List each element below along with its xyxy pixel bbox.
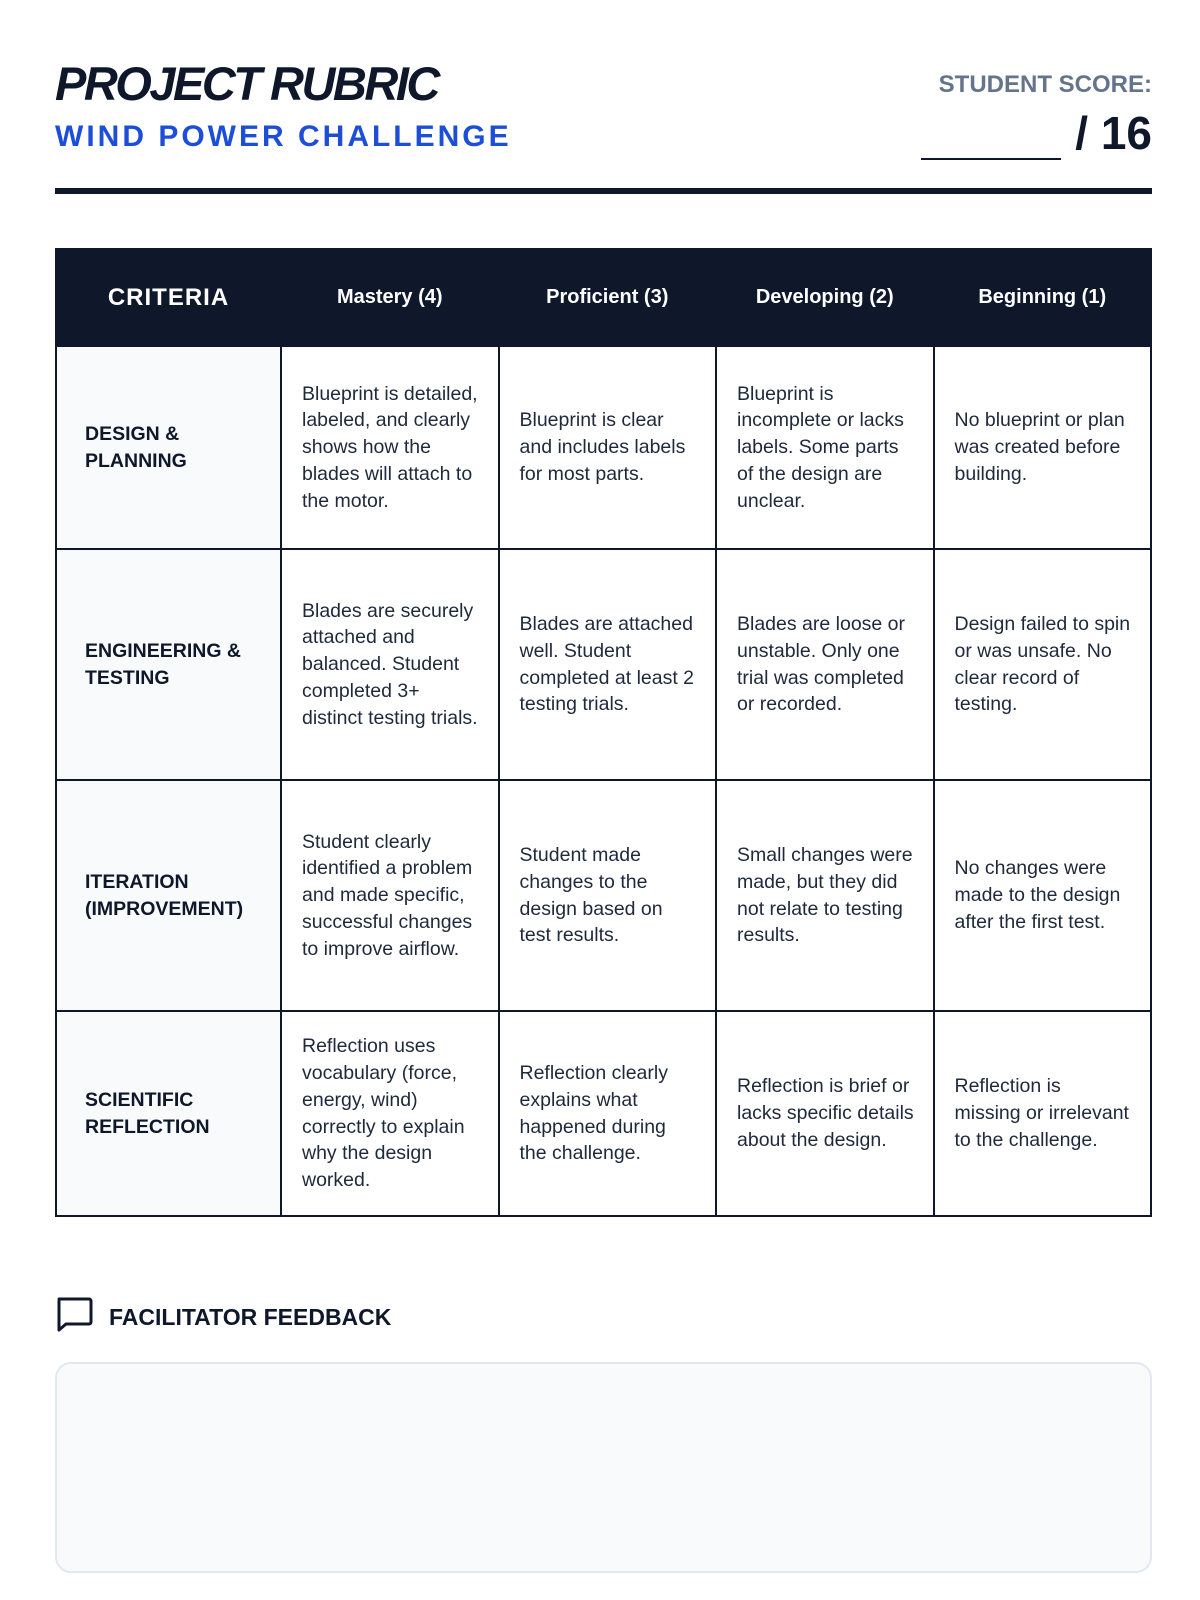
rubric-table xyxy=(55,248,1152,1217)
feedback-input[interactable] xyxy=(55,1362,1152,1573)
table-row xyxy=(56,780,1151,1011)
score-blank-field[interactable] xyxy=(921,114,1061,160)
descriptor-cell: No changes were made to the design after the first test. xyxy=(934,780,1152,1011)
descriptor-cell: Reflection uses vocabulary (force, energy, wind) correctly to explain why the design worked. xyxy=(281,1011,499,1216)
descriptor-cell: Small changes were made, but they did not relate to testing results. xyxy=(716,780,934,1011)
student-score xyxy=(921,106,1152,160)
score-total: / 16 xyxy=(1075,107,1152,159)
feedback-title: FACILITATOR FEEDBACK xyxy=(109,1303,392,1330)
student-score-label: STUDENT SCORE: xyxy=(938,71,1152,98)
header-mastery: Mastery (4) xyxy=(281,249,499,346)
page-subtitle: WIND POWER CHALLENGE xyxy=(55,120,512,153)
descriptor-cell: Blades are securely attached and balanced. Student completed 3+ distinct testing trials. xyxy=(281,549,499,780)
header-proficient: Proficient (3) xyxy=(499,249,717,346)
descriptor-cell: Design failed to spin or was unsafe. No clear record of testing. xyxy=(934,549,1152,780)
descriptor-cell: Student clearly identified a problem and made specific, successful changes to improve airflow. xyxy=(281,780,499,1011)
header-beginning: Beginning (1) xyxy=(934,249,1152,346)
header-criteria: CRITERIA xyxy=(56,249,281,346)
descriptor-cell: Blueprint is clear and includes labels for most parts. xyxy=(499,346,717,549)
descriptor-cell: Reflection is brief or lacks specific details about the design. xyxy=(716,1011,934,1216)
criteria-cell: ENGINEERING & TESTING xyxy=(56,549,281,780)
feedback-heading xyxy=(55,1296,391,1338)
criteria-cell: ITERATION (IMPROVEMENT) xyxy=(56,780,281,1011)
page-title: PROJECT RUBRIC xyxy=(55,57,438,110)
descriptor-cell: Blueprint is incomplete or lacks labels. Some parts of the design are unclear. xyxy=(716,346,934,549)
table-row xyxy=(56,549,1151,780)
table-row xyxy=(56,1011,1151,1216)
descriptor-cell: Blades are attached well. Student completed at least 2 testing trials. xyxy=(499,549,717,780)
criteria-cell: DESIGN & PLANNING xyxy=(56,346,281,549)
message-square-icon xyxy=(55,1296,93,1338)
page-header xyxy=(55,56,1152,194)
descriptor-cell: Reflection is missing or irrelevant to the challenge. xyxy=(934,1011,1152,1216)
criteria-cell: SCIENTIFIC REFLECTION xyxy=(56,1011,281,1216)
descriptor-cell: Student made changes to the design based on test results. xyxy=(499,780,717,1011)
descriptor-cell: Blades are loose or unstable. Only one trial was completed or recorded. xyxy=(716,549,934,780)
descriptor-cell: No blueprint or plan was created before building. xyxy=(934,346,1152,549)
descriptor-cell: Reflection clearly explains what happened during the challenge. xyxy=(499,1011,717,1216)
table-row xyxy=(56,346,1151,549)
table-header-row xyxy=(56,249,1151,346)
descriptor-cell: Blueprint is detailed, labeled, and clearly shows how the blades will attach to the motor. xyxy=(281,346,499,549)
header-developing: Developing (2) xyxy=(716,249,934,346)
